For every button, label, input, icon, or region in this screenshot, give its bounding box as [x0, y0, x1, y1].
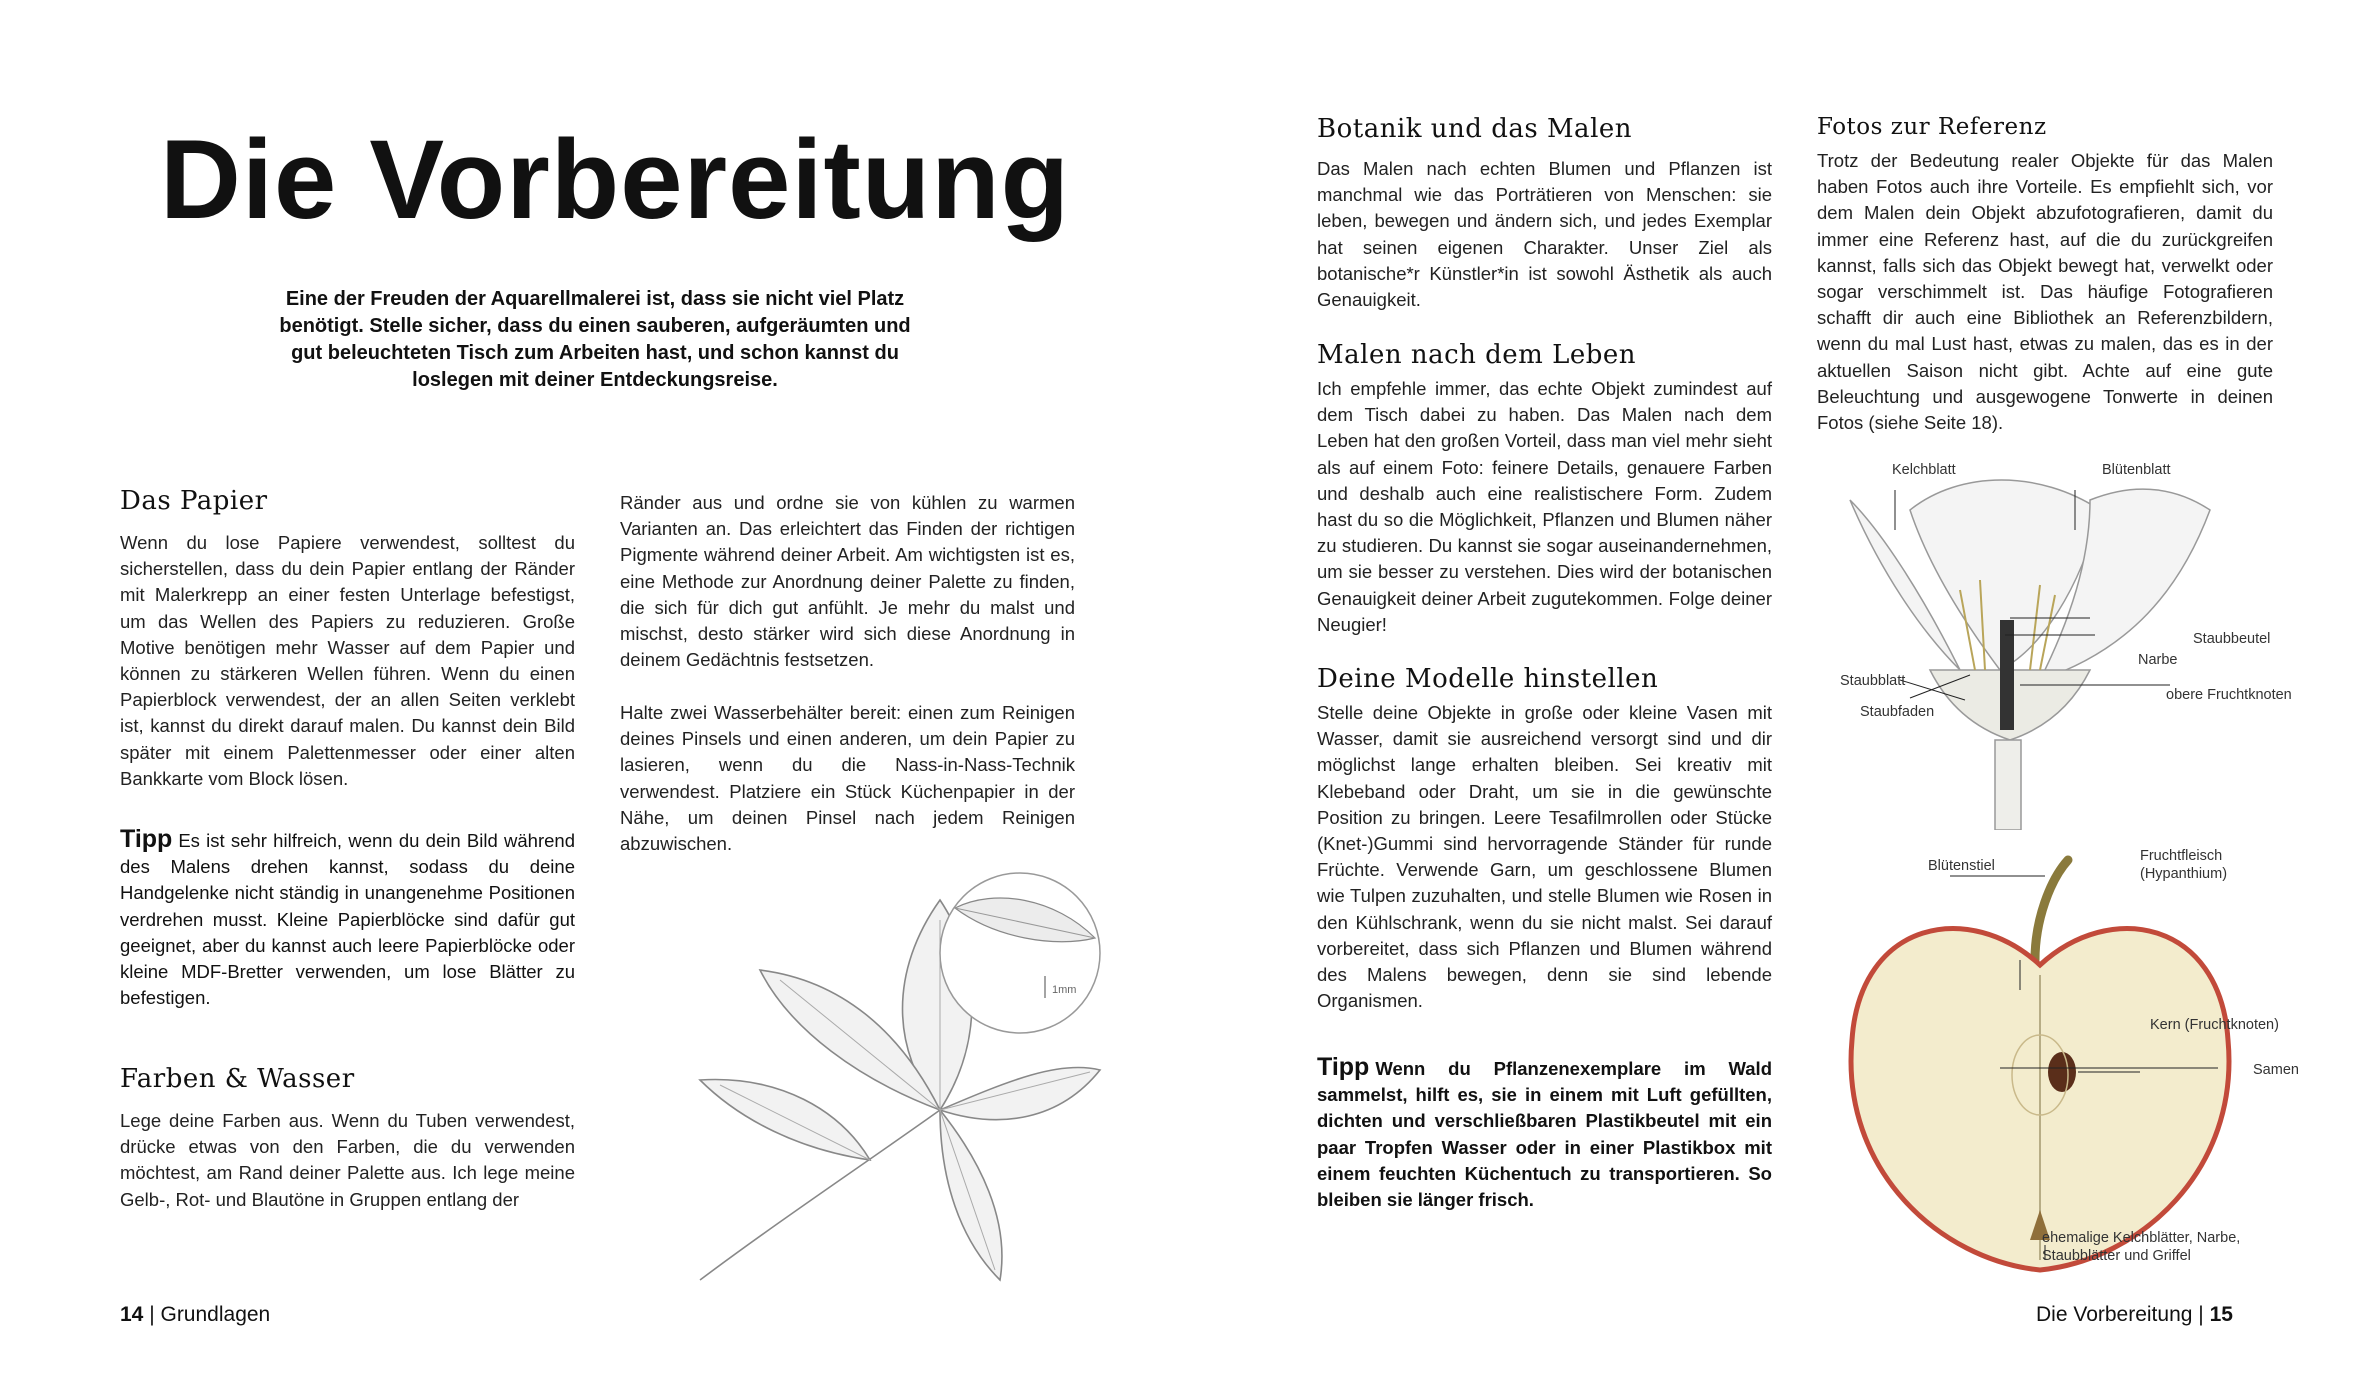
leaf-detail-circle [935, 868, 1105, 1038]
tip-box-right [1317, 1054, 1772, 1213]
label-bluetenstiel: Blütenstiel [1928, 858, 1995, 874]
text-fotos: Trotz der Bedeutung realer Objekte für das Malen haben Fotos auch ihre Vorteile. Es empfiehlt sich, vor dem Malen dein Objekt abzufotografieren, damit du immer eine Referenz hast, auf die du zurückgreifen kannst, falls sich das Objekt bewegt hat, verwelkt oder sogar verschimmelt ist. Das häufige Fotografieren schafft dir auch eine Bibliothek an Referenzbildern, wenn du mal Lust hast, etwas zu malen, das es in der aktuellen Saison nicht gibt. Achte auf eine gute Beleuchtung und ausgewogene Tonwerte in deinen Fotos (siehe Seite 18). [1817, 150, 2273, 434]
apple-illustration [1840, 840, 2240, 1280]
scale-label: 1mm [1052, 984, 1077, 996]
flower-stem [1995, 740, 2021, 830]
tip-text-right: Wenn du Pflanzenexemplare im Wald sammelst, hilft es, sie in einem mit Luft gefüllten, dichten und verschließbaren Plastikbeutel mit ein paar Tropfen Wasser oder in einer Plastikbox mit einem feuchten Küchentuch zu transportieren. So bleiben sie länger frisch. [1317, 1058, 1772, 1211]
label-narbe: Narbe [2138, 652, 2178, 668]
heading-modelle: Deine Modelle hinstellen [1317, 664, 1659, 694]
footer-section-left: Grundlagen [160, 1303, 271, 1326]
tip-label-right: Tipp [1317, 1053, 1370, 1081]
label-staubbeutel: Staubbeutel [2193, 631, 2271, 647]
label-samen: Samen [2253, 1062, 2299, 1078]
page-number-left: 14 [120, 1303, 144, 1326]
text-leben: Ich empfehle immer, das echte Objekt zumindest auf dem Tisch dabei zu haben. Das Malen nach dem Leben hat den großen Vorteil, dass man viel mehr sieht als auf einem Foto: feinere Details, genauere Farben und deshalb auch eine realistischere Form. Zudem hast du so die Möglichkeit, Pflanzen und Blumen näher zu studieren. Du kannst sie sogar auseinandernehmen, um sie besser zu verstehen. Dies wird der botanischen Genauigkeit deiner Arbeit zugutekommen. Folge deiner Neugier! [1317, 378, 1772, 635]
label-hypanthium: (Hypanthium) [2140, 866, 2228, 882]
heading-leben: Malen nach dem Leben [1317, 340, 1637, 370]
label-kern: Kern (Fruchtknoten) [2150, 1017, 2279, 1033]
text-botanik: Das Malen nach echten Blumen und Pflanzen ist manchmal wie das Porträtieren von Menschen: sie leben, bewegen und ändern sich, und jedes Exemplar hat seinen eigenen Charakter. Unser Ziel als botanische*r Künstler*in ist sowohl Ästhetik als auch Genauigkeit. [1317, 158, 1772, 311]
label-staubfaden: Staubfaden [1860, 704, 1935, 720]
label-ehemalige-1: ehemalige Kelchblätter, Narbe, [2042, 1230, 2241, 1246]
tip-label: Tipp [120, 825, 173, 853]
label-ehemalige-2: Staubblätter und Griffel [2042, 1248, 2191, 1264]
text-papier: Wenn du lose Papiere verwendest, solltest du sicherstellen, dass du dein Papier entlang der Ränder mit Malerkrepp an einer festen Unterlage befestigst, um das Wellen des Papiers zu reduzieren. Große Motive benötigen mehr Wasser auf dem Papier und können zu stärkeren Wellen führen. Wenn du einen Papierblock verwendest, der an allen Seiten verklebt ist, kannst du direkt darauf malen. Du kannst dein Bild später mit einem Palettenmesser oder einer alten Bankkarte vom Block lösen. [120, 532, 575, 789]
label-bluetenblatt: Blütenblatt [2102, 462, 2171, 478]
text-modelle: Stelle deine Objekte in große oder kleine Vasen mit Wasser, damit sie ausreichend versorgt sind und dir möglichst lange erhalten bleiben. Sei kreativ mit Klebeband oder Draht, um sie in die gewünschte Position zu bringen. Leere Tesafilmrollen oder Stücke (Knet-)Gummi sind hervorragende Ständer für runde Früchte. Verwende Garn, um geschlossene Blumen wie Tulpen zuzuhalten, und stelle Blumen wie Rosen in den Kühlschrank, wenn du sie nicht malst. Sei darauf vorbereitet, dass sich Pflanzen und Blumen während des Malens bewegen, denn sie sind lebende Organismen. [1317, 702, 1772, 1012]
heading-fotos: Fotos zur Referenz [1817, 114, 2047, 140]
tip-box-left [120, 826, 575, 1011]
text-col2-para2: Halte zwei Wasserbehälter bereit: einen zum Reinigen deines Pinsels und einen anderen, um dein Papier zu lasieren, wenn du die Nass-in-Nass-Technik verwendest. Platziere ein Stück Küchenpapier in der Nähe, um deinen Pinsel nach jedem Reinigen abzuwischen. [620, 702, 1075, 855]
footer-left: 14 | Grundlagen [120, 1303, 271, 1326]
apple-seed [2048, 1052, 2076, 1092]
footer-right: Die Vorbereitung | 15 [2036, 1303, 2233, 1326]
label-obere-fruchtknoten: obere Fruchtknoten [2166, 687, 2292, 703]
heading-botanik: Botanik und das Malen [1317, 114, 1633, 144]
heading-farben: Farben & Wasser [120, 1064, 355, 1094]
label-kelchblatt: Kelchblatt [1892, 462, 1956, 478]
label-fruchtfleisch: Fruchtfleisch [2140, 848, 2223, 864]
flower-illustration [1840, 470, 2240, 830]
text-farben: Lege deine Farben aus. Wenn du Tuben verwendest, drücke etwas von den Farben, die du verwenden möchtest, am Rand deiner Palette aus. Ich lege meine Gelb-, Rot- und Blautöne in Gruppen entlang der [120, 1110, 575, 1210]
page-number-right: 15 [2209, 1303, 2233, 1326]
text-col2-para1: Ränder aus und ordne sie von kühlen zu warmen Varianten an. Das erleichtert das Finden der richtigen Pigmente während deiner Arbeit. Am wichtigsten ist es, eine Methode zur Anordnung deiner Palette zu finden, die sich für dich gut anfühlt. Je mehr du malst und mischst, desto stärker wird sich diese Anordnung in deinem Gedächtnis festsetzen. [620, 492, 1075, 671]
label-staubblatt: Staubblatt [1840, 673, 1906, 689]
page-title: Die Vorbereitung [160, 117, 1071, 242]
footer-section-right: Die Vorbereitung [2036, 1303, 2193, 1326]
leaf-left-lower [700, 1080, 870, 1160]
tip-text: Es ist sehr hilfreich, wenn du dein Bild während des Malens drehen kannst, sodass du deine Handgelenke nicht ständig in unangenehme Positionen verdrehen musst. Kleine Papierblöcke sind dafür gut geeignet, aber du kannst auch leere Papierblöcke oder kleine MDF-Bretter verwenden, um lose Blätter zu befestigen. [120, 830, 575, 1009]
intro-text: Eine der Freuden der Aquarellmalerei ist, dass sie nicht viel Platz benötigt. Stelle sicher, dass du einen sauberen, aufgeräumten und gut beleuchteten Tisch zum Arbeiten hast, und schon kannst du loslegen mit deiner Entdeckungsreise. [279, 288, 911, 391]
heading-papier: Das Papier [120, 486, 268, 516]
